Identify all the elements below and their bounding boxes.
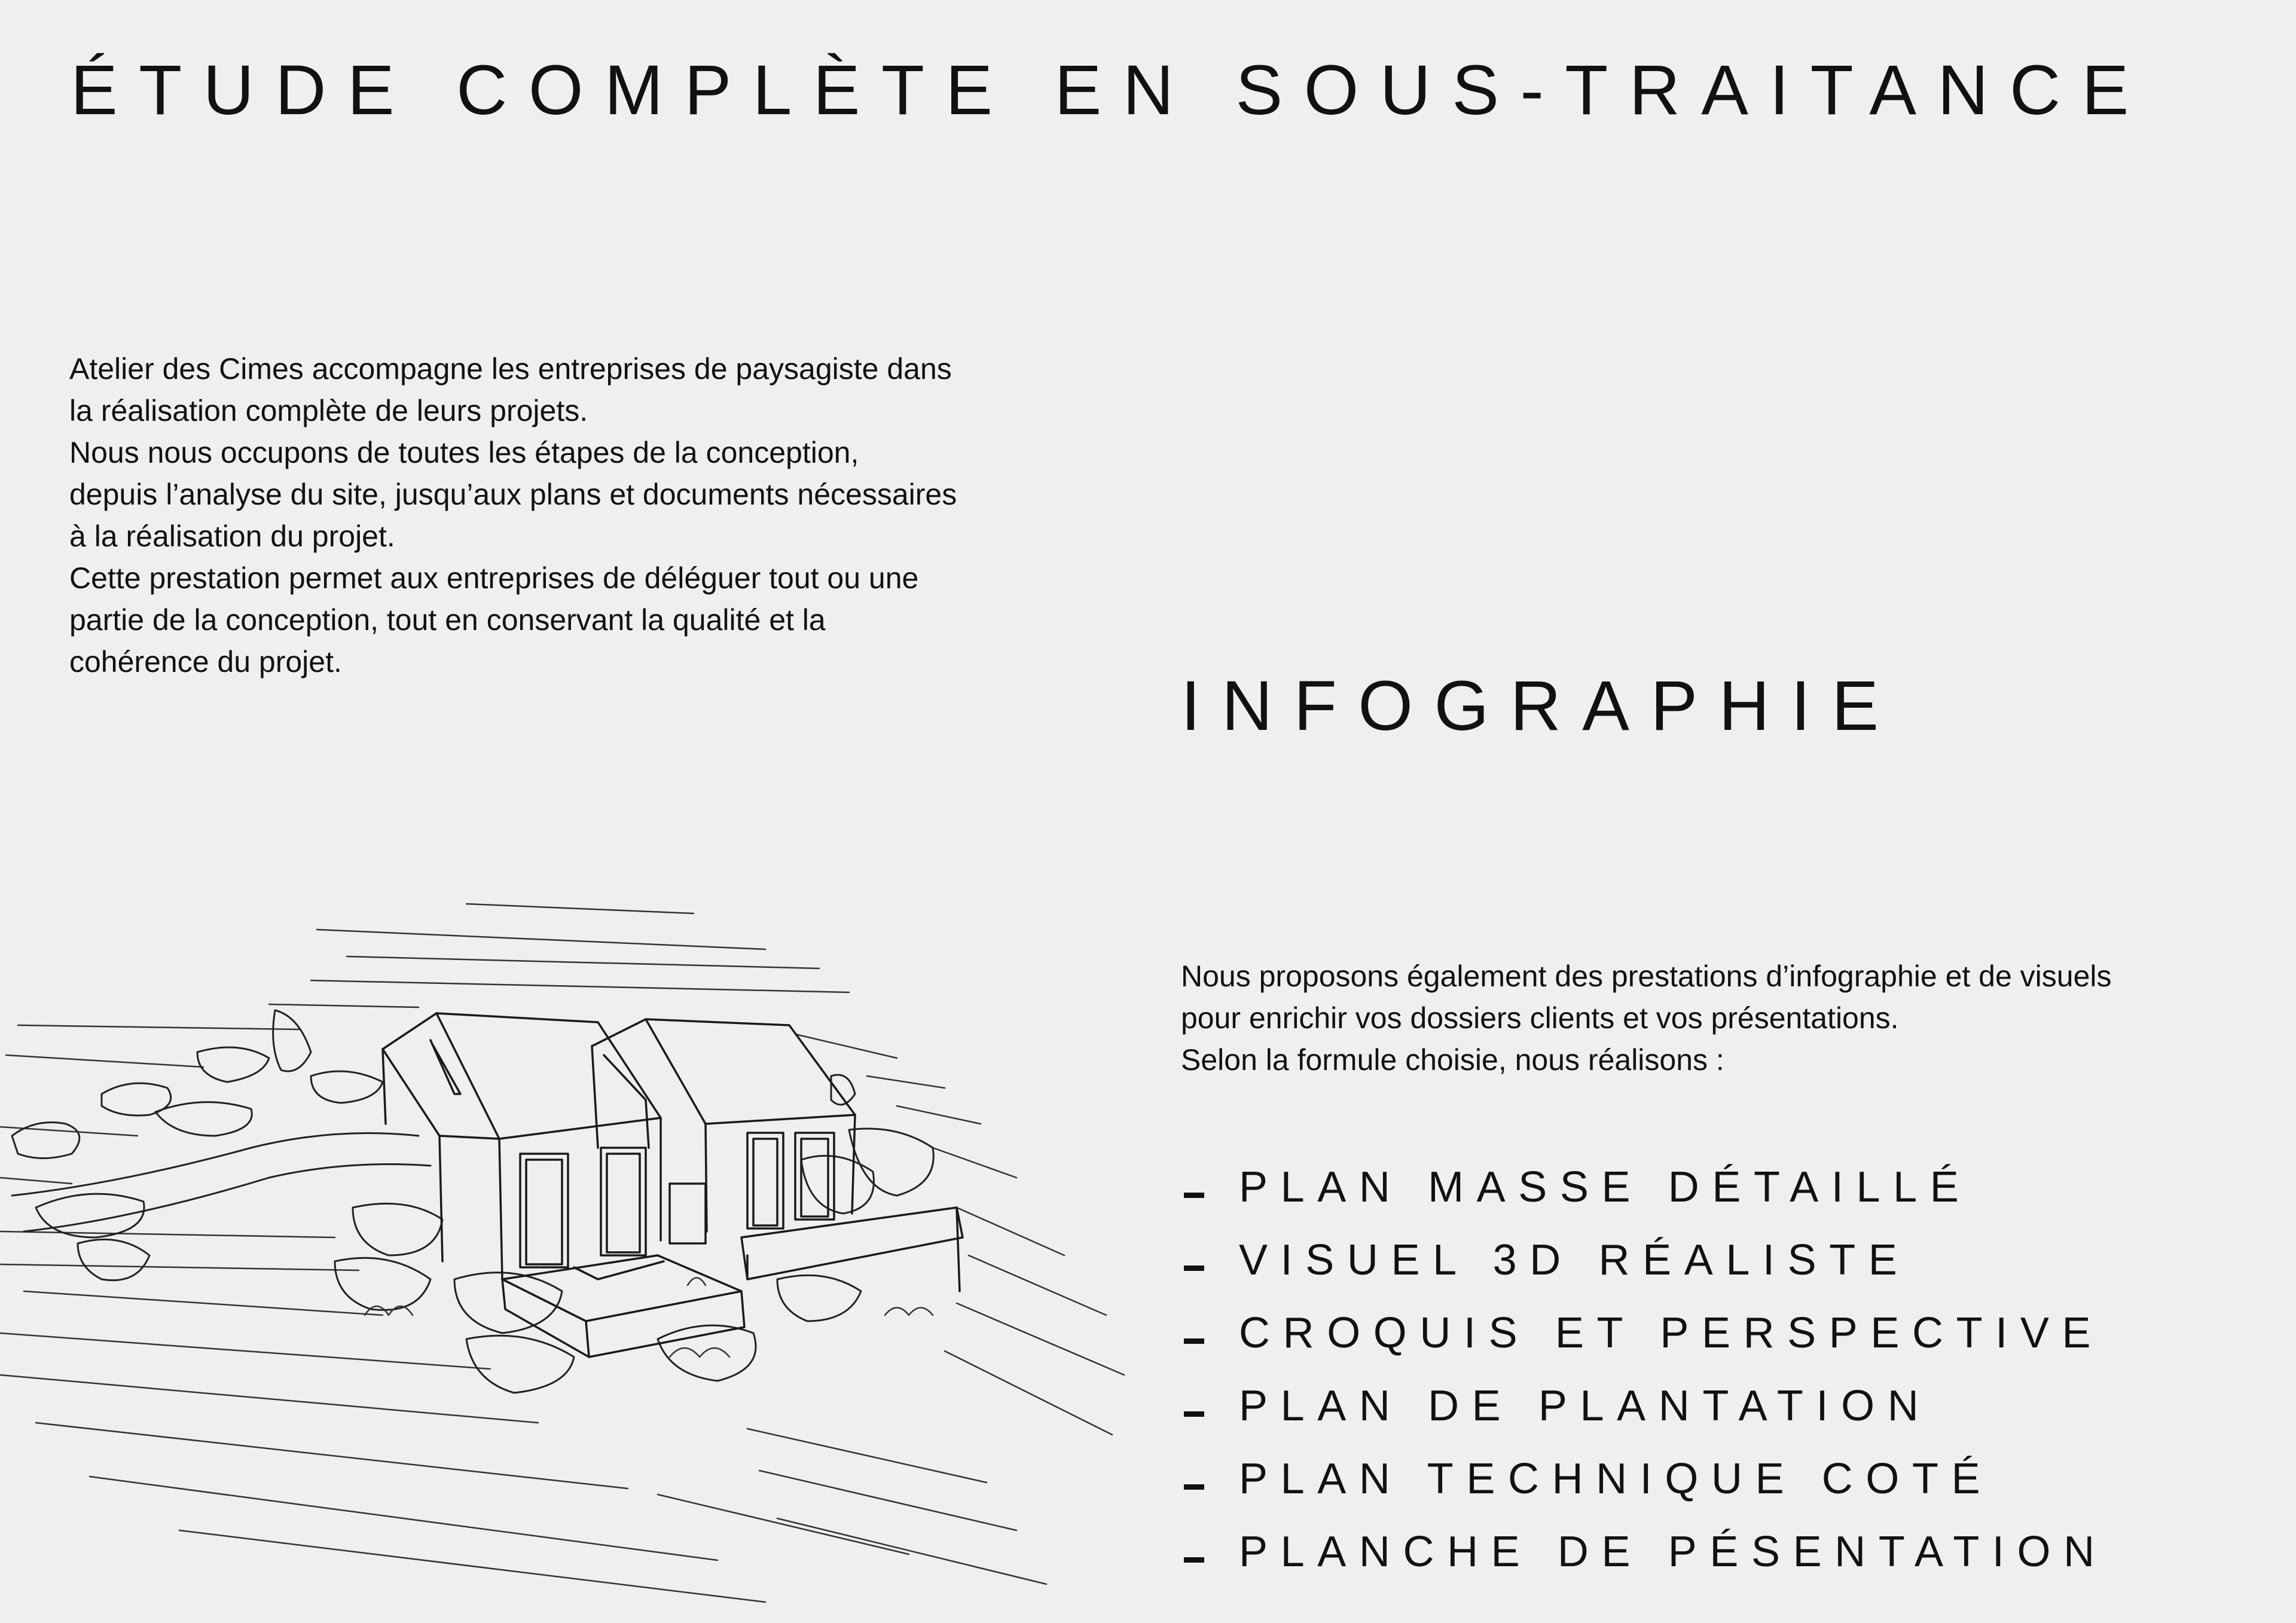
service-label: PLAN DE PLANTATION (1239, 1382, 1932, 1430)
section-title-infographie: INFOGRAPHIE (1181, 667, 1900, 745)
services-list (1184, 1151, 2108, 1588)
service-label: PLAN MASSE DÉTAILLÉ (1239, 1163, 1972, 1211)
infographie-paragraph (1181, 955, 2257, 1081)
service-item (1184, 1442, 2108, 1515)
intro-line: Cette prestation permet aux entreprises de déléguer tout ou une (69, 561, 919, 595)
intro-line: Nous nous occupons de toutes les étapes de la conception, (69, 436, 859, 469)
service-item (1184, 1515, 2108, 1588)
infographie-line: Selon la formule choisie, nous réalisons : (1181, 1043, 1724, 1077)
dash-bullet-icon (1184, 1266, 1204, 1271)
service-label: CROQUIS ET PERSPECTIVE (1239, 1309, 2104, 1357)
service-label: PLAN TECHNIQUE COTÉ (1239, 1455, 1993, 1503)
service-item (1184, 1370, 2108, 1442)
intro-line: depuis l’analyse du site, jusqu’aux plans et documents nécessaires (69, 478, 957, 511)
intro-line: la réalisation complète de leurs projets. (69, 394, 588, 427)
dash-bullet-icon (1184, 1193, 1204, 1198)
dash-bullet-icon (1184, 1484, 1204, 1490)
service-label: PLANCHE DE PÉSENTATION (1239, 1528, 2108, 1576)
dash-bullet-icon (1184, 1411, 1204, 1417)
service-item (1184, 1224, 2108, 1297)
intro-line: partie de la conception, tout en conservant la qualité et la (69, 603, 826, 637)
intro-line: à la réalisation du projet. (69, 519, 395, 553)
infographie-line: Nous proposons également des prestations d’infographie et de visuels (1181, 959, 2112, 993)
infographie-line: pour enrichir vos dossiers clients et vos présentations. (1181, 1001, 1899, 1035)
service-item (1184, 1297, 2108, 1370)
intro-paragraph (69, 348, 1050, 683)
dash-bullet-icon (1184, 1338, 1204, 1344)
intro-line: cohérence du projet. (69, 645, 342, 678)
intro-line: Atelier des Cimes accompagne les entreprises de paysagiste dans (69, 352, 952, 386)
service-label: VISUEL 3D RÉALISTE (1239, 1236, 1910, 1284)
service-item (1184, 1151, 2108, 1224)
dash-bullet-icon (1184, 1557, 1204, 1563)
page-title: ÉTUDE COMPLÈTE EN SOUS-TRAITANCE (71, 51, 2150, 130)
house-landscape-sketch-icon (0, 897, 1136, 1614)
